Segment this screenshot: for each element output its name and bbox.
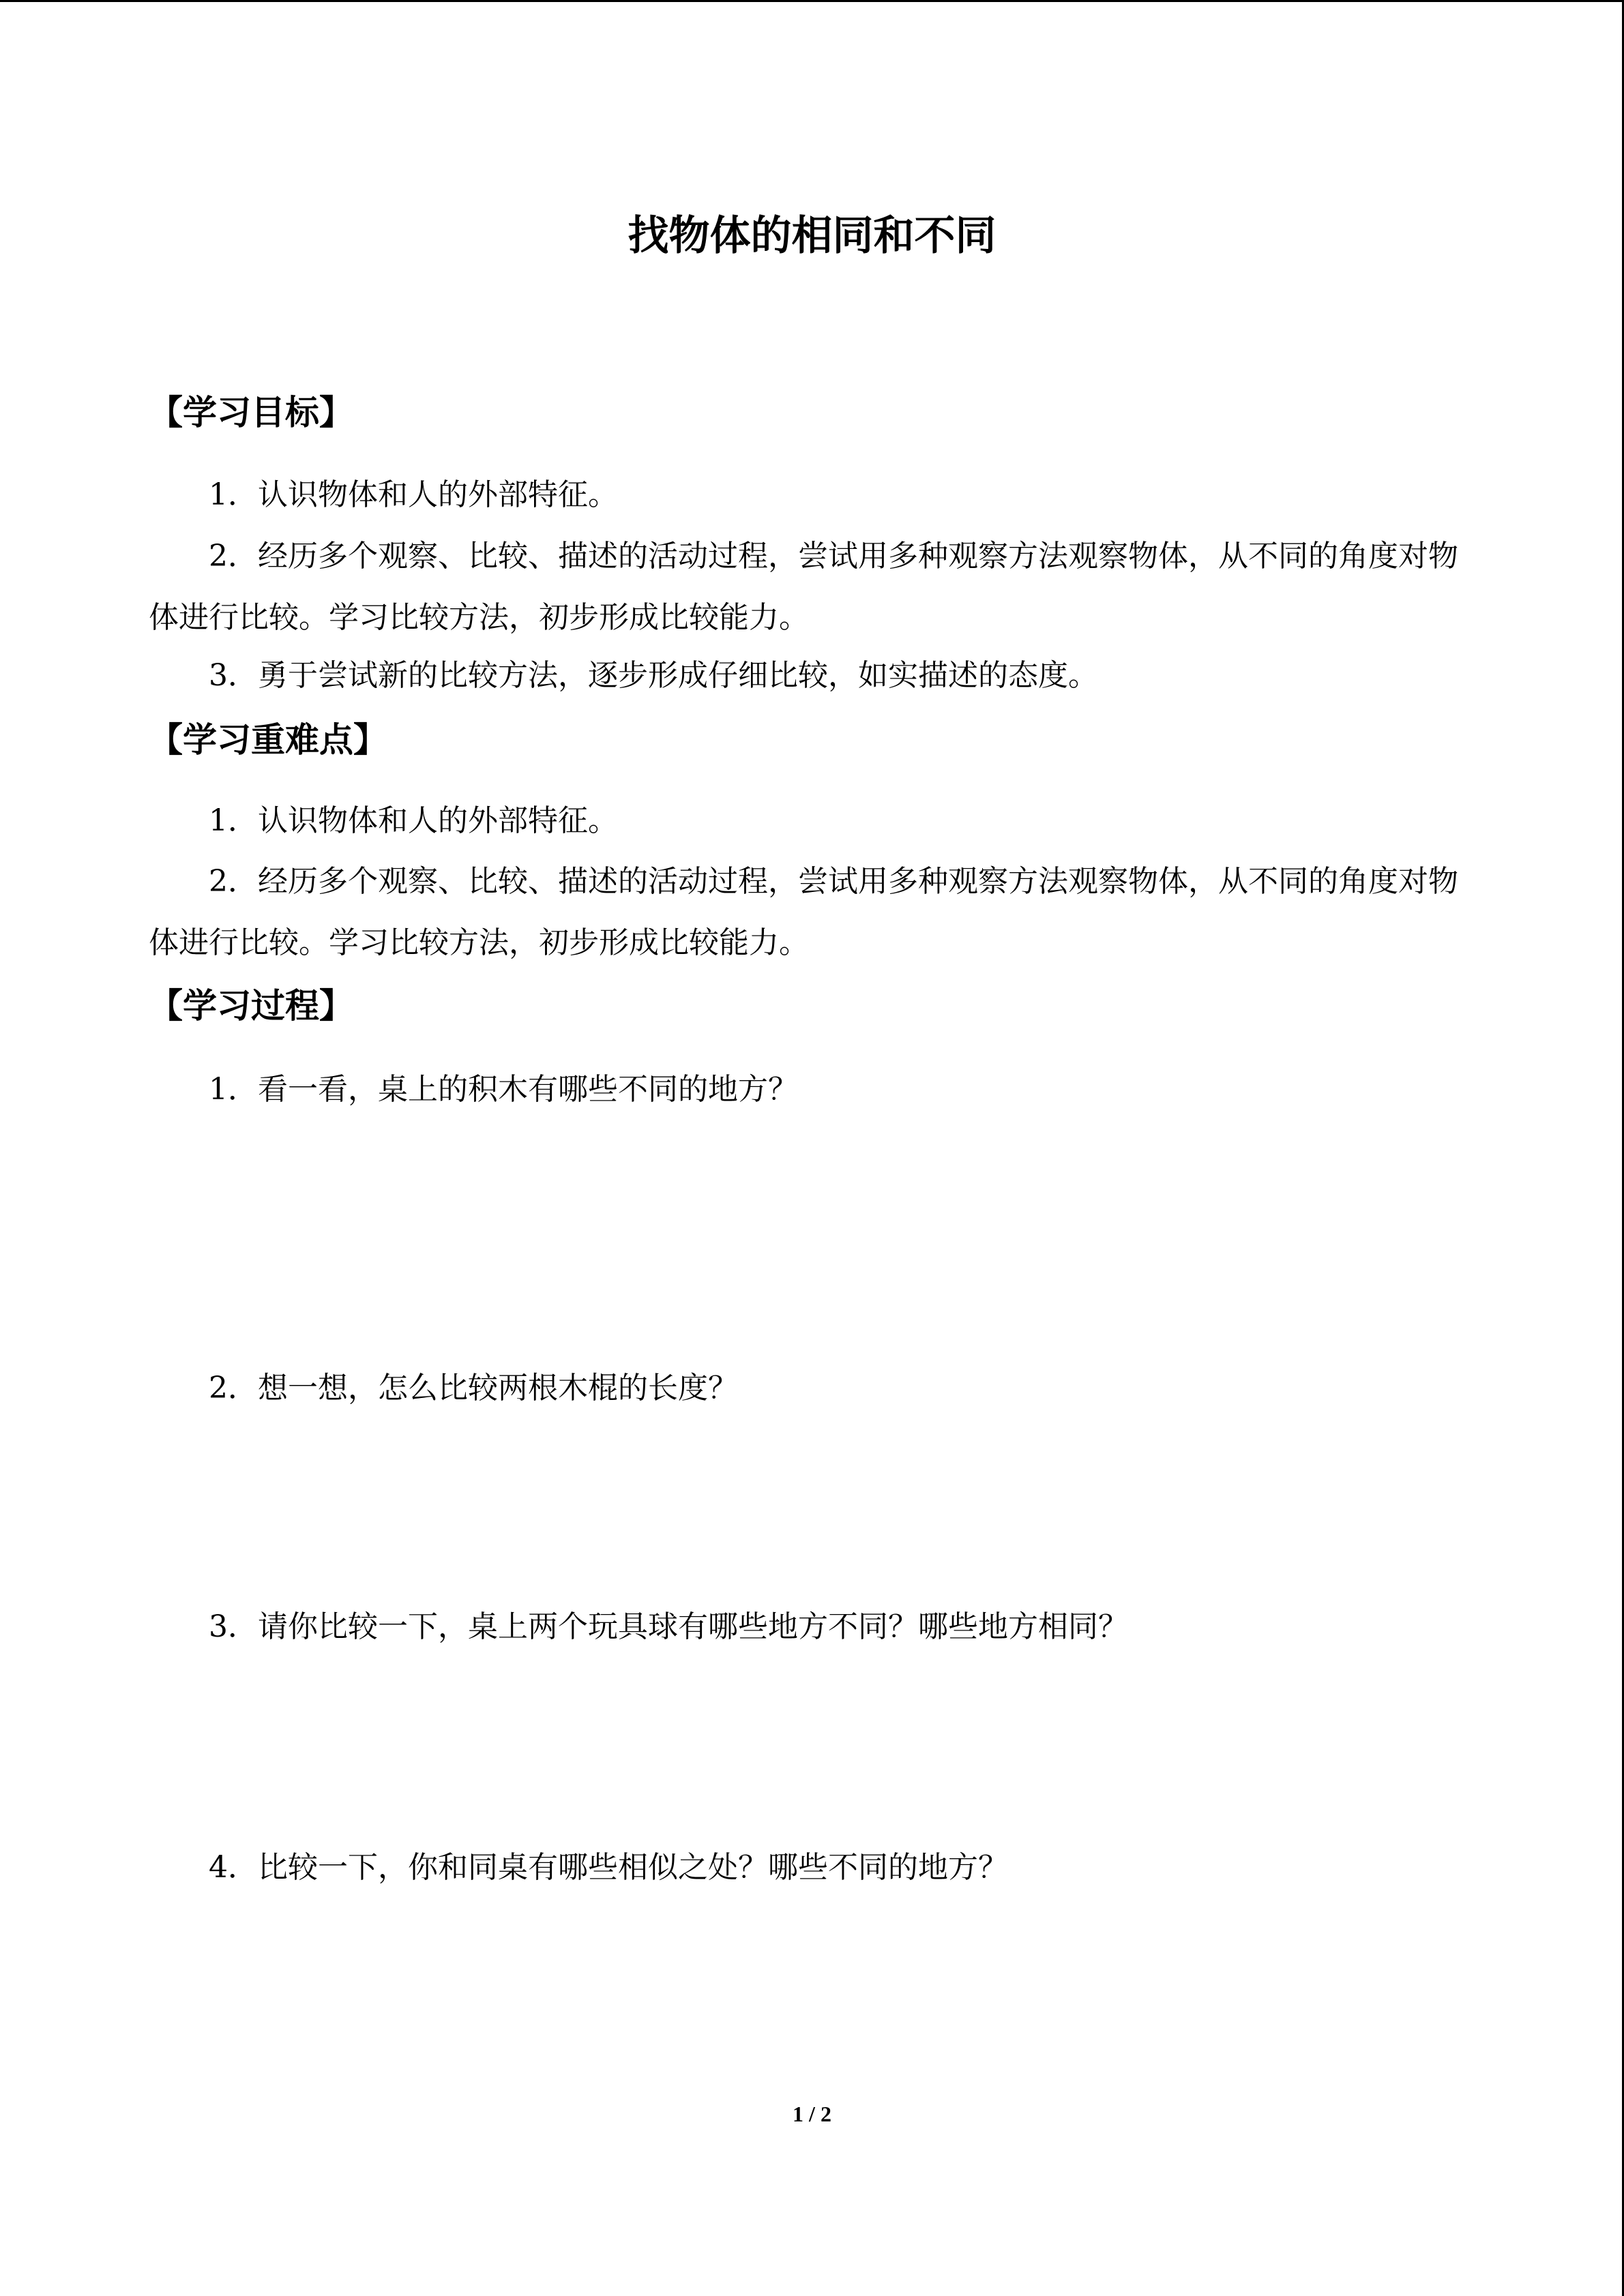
key-point-item-1: 1．认识物体和人的外部特征。 [209,803,618,838]
goal-item-2: 2．经历多个观察、比较、描述的活动过程，尝试用多种观察方法观察物体，从不同的角度对物体进行比较。学习比较方法，初步形成比较能力。 [149,539,1458,635]
section-heading-learning-goals: 【学习目标】 [149,393,353,432]
key-point-item-2: 2．经历多个观察、比较、描述的活动过程，尝试用多种观察方法观察物体，从不同的角度对物体进行比较。学习比较方法，初步形成比较能力。 [149,864,1458,960]
process-question-3: 3．请你比较一下，桌上两个玩具球有哪些地方不同？哪些地方相同？ [209,1609,1128,1644]
process-question-4: 4．比较一下，你和同桌有哪些相似之处？哪些不同的地方？ [209,1850,1008,1885]
process-question-1: 1．看一看，桌上的积木有哪些不同的地方？ [209,1072,798,1107]
section-heading-key-points: 【学习重难点】 [149,720,387,760]
document-title: 找物体的相同和不同 [628,212,996,260]
goal-item-1: 1．认识物体和人的外部特征。 [209,477,618,512]
page-number: 1 / 2 [793,2102,831,2126]
section-heading-learning-process: 【学习过程】 [149,986,353,1026]
goal-item-3: 3．勇于尝试新的比较方法，逐步形成仔细比较，如实描述的态度。 [209,658,1098,693]
process-question-2: 2．想一想，怎么比较两根木棍的长度？ [209,1371,738,1405]
